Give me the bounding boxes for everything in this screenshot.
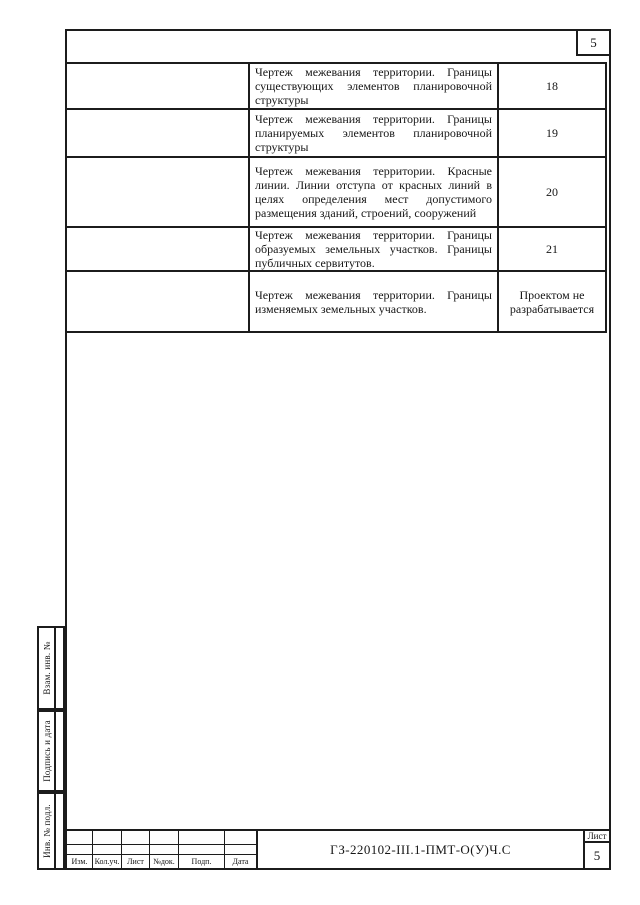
- drawing-sheet-cell: 19: [546, 126, 558, 140]
- drawing-title-cell: [250, 110, 499, 156]
- side-stamp-value-cell: [56, 712, 63, 790]
- revision-cell-empty: [122, 845, 150, 855]
- revision-cell-empty: [93, 845, 122, 855]
- table-cell-empty: [67, 64, 250, 108]
- revision-cell-empty: [150, 831, 179, 845]
- drawing-title-cell: [250, 158, 499, 226]
- drawings-table: [65, 62, 607, 333]
- top-sheet-number-box: [576, 29, 611, 56]
- side-stamp-vzam-inv: [37, 626, 65, 710]
- title-block: [65, 829, 611, 870]
- table-cell-empty: [67, 228, 250, 270]
- revision-cell-empty: [179, 845, 225, 855]
- revision-header-dok: №док.: [150, 855, 179, 868]
- revision-cell-empty: [67, 845, 93, 855]
- drawing-title-cell: [250, 228, 499, 270]
- revision-header-koluch: Кол.уч.: [93, 855, 122, 868]
- drawing-sheet-cell: 21: [546, 242, 558, 256]
- drawing-sheet-cell: 20: [546, 185, 558, 199]
- revision-header-data: Дата: [232, 857, 249, 866]
- table-row: [67, 228, 605, 272]
- table-row: [67, 64, 605, 110]
- side-stamp-label-cell: [39, 712, 56, 790]
- revision-cell-empty: [225, 831, 256, 845]
- side-stamp-label-cell: [39, 628, 56, 708]
- table-cell-empty: [67, 110, 250, 156]
- revision-table: [67, 831, 258, 868]
- top-sheet-number: 5: [590, 34, 597, 50]
- document-number: ГЗ-220102-III.1-ПМТ-О(У)Ч.С: [330, 841, 511, 857]
- side-stamp-label: Подпись и дата: [41, 720, 52, 782]
- revision-cell-empty: [122, 831, 150, 845]
- revision-header-list: Лист: [122, 855, 150, 868]
- drawing-sheet-cell: 18: [546, 79, 558, 93]
- drawing-title: Чертеж межевания территории. Границы образуемых земельных участков. Границы публичных сервитутов.: [255, 228, 492, 270]
- table-cell-empty: [67, 272, 250, 331]
- sheet-label: Лист: [585, 831, 609, 843]
- table-cell-empty: [67, 158, 250, 226]
- revision-header-izm: Изм.: [67, 855, 93, 868]
- revision-cell-empty: [225, 845, 256, 855]
- revision-cell-empty: [67, 831, 93, 845]
- drawing-title-cell: [250, 64, 499, 108]
- side-stamp-podpis-data: [37, 710, 65, 792]
- drawing-title-cell: [250, 272, 499, 331]
- side-stamp-value-cell: [56, 794, 63, 868]
- sheet-number: 5: [593, 847, 601, 863]
- drawing-title: Чертеж межевания территории. Границы существующих элементов планировочной структуры: [255, 65, 492, 107]
- table-row: [67, 158, 605, 228]
- drawing-title: Чертеж межевания территории. Границы изменяемых земельных участков.: [255, 287, 492, 316]
- side-stamp-value-cell: [56, 628, 63, 708]
- revision-header-podp: Подп.: [179, 855, 225, 868]
- drawing-sheet-cell: Проектом не разрабатывается: [509, 287, 595, 316]
- side-stamp-label: Взам. инв. №: [41, 641, 52, 695]
- revision-cell-empty: [150, 845, 179, 855]
- drawing-title: Чертеж межевания территории. Границы планируемых элементов планировочной структуры: [255, 112, 492, 154]
- table-row: [67, 272, 605, 331]
- side-stamp-inv-podl: [37, 792, 65, 870]
- drawing-title: Чертеж межевания территории. Красные линии. Линии отступа от красных линий в целях определения мест допустимого размещения зданий, строений, сооружений: [255, 164, 492, 220]
- table-row: [67, 110, 605, 158]
- sheet-number-block: [585, 831, 609, 868]
- revision-cell-empty: [179, 831, 225, 845]
- side-stamp-label-cell: [39, 794, 56, 868]
- side-stamp-label: Инв. № подл.: [41, 804, 52, 858]
- document-number-cell: [258, 831, 585, 868]
- revision-cell-empty: [93, 831, 122, 845]
